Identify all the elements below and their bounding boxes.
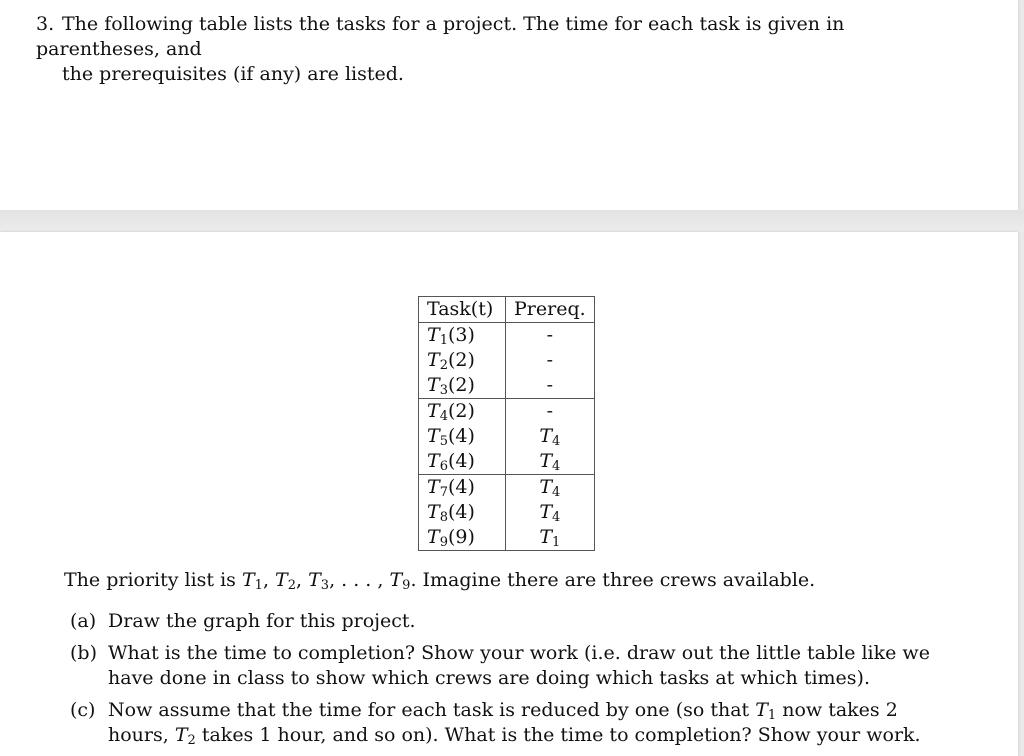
prereq-subscript: 4 — [552, 459, 561, 474]
table-row — [419, 475, 595, 501]
page-bottom — [0, 232, 1018, 756]
prereq-value: - — [546, 349, 554, 371]
task-letter: T — [427, 526, 440, 548]
task-letter: T — [427, 476, 440, 498]
prereq-cell — [506, 373, 595, 399]
task-time: (2) — [447, 349, 475, 371]
header-prereq: Prereq. — [506, 297, 595, 323]
task-cell — [419, 373, 506, 399]
prereq-value: T — [539, 425, 553, 447]
prereq-value: - — [546, 374, 554, 396]
table-row — [419, 323, 595, 349]
priority-t3: T — [308, 569, 321, 591]
task-subscript: 9 — [439, 535, 448, 550]
task-subscript: 1 — [439, 333, 448, 348]
task-subscript: 5 — [439, 434, 448, 449]
prereq-cell — [506, 475, 595, 501]
task-time: (4) — [447, 476, 475, 498]
priority-t2: T — [275, 569, 288, 591]
priority-t9-sub: 9 — [402, 578, 411, 593]
part-b-label: (b) — [70, 642, 97, 664]
header-task: Task(t) — [419, 297, 506, 323]
prereq-value: - — [546, 400, 554, 422]
task-subscript: 4 — [439, 409, 448, 424]
prereq-subscript: 4 — [552, 434, 561, 449]
priority-t3-sub: 3 — [320, 578, 330, 593]
prereq-value: T — [539, 476, 553, 498]
task-cell — [419, 525, 506, 551]
task-letter: T — [427, 450, 440, 472]
table-row — [419, 500, 595, 525]
prereq-cell — [506, 449, 595, 475]
task-letter: T — [427, 400, 440, 422]
part-c-text — [108, 698, 950, 748]
page-gap — [0, 210, 1024, 232]
task-letter: T — [427, 324, 440, 346]
task-subscript: 6 — [439, 459, 448, 474]
task-time: (2) — [447, 374, 475, 396]
task-cell — [419, 424, 506, 449]
part-c-t1-sub: 1 — [767, 708, 777, 723]
prereq-cell — [506, 399, 595, 425]
problem-line-2: the prerequisites (if any) are listed. — [62, 63, 404, 85]
part-a-label: (a) — [70, 610, 97, 632]
task-cell — [419, 348, 506, 373]
table-row — [419, 449, 595, 475]
task-time: (4) — [447, 450, 475, 472]
task-letter: T — [427, 425, 440, 447]
task-subscript: 7 — [439, 485, 448, 500]
priority-t1: T — [241, 569, 255, 591]
task-time: (2) — [447, 400, 475, 422]
part-b — [70, 641, 950, 691]
task-subscript: 8 — [439, 510, 448, 525]
prereq-cell — [506, 424, 595, 449]
task-subscript: 3 — [439, 383, 448, 398]
part-c-post: takes 1 hour, and so on). What is the time to completion? Show your work. — [195, 724, 921, 746]
problem-statement — [36, 12, 956, 87]
priority-prefix: The priority list is — [64, 569, 242, 591]
task-letter: T — [427, 501, 440, 523]
prereq-cell — [506, 323, 595, 349]
prereq-value: - — [546, 324, 554, 346]
prereq-subscript: 4 — [552, 485, 561, 500]
part-a-text: Draw the graph for this project. — [108, 610, 416, 632]
page-top — [0, 0, 1018, 210]
part-c-t2-sub: 2 — [187, 733, 196, 748]
task-subscript: 2 — [439, 358, 448, 373]
priority-ellipsis: , . . . , — [329, 569, 390, 591]
prereq-value: T — [539, 450, 553, 472]
task-cell — [419, 449, 506, 475]
question-parts — [70, 609, 950, 755]
part-c-t1: T — [755, 699, 768, 721]
part-c-t2: T — [174, 724, 188, 746]
prereq-cell — [506, 525, 595, 551]
part-c-mid: now takes 2 hours, — [108, 699, 898, 746]
part-a — [70, 609, 950, 634]
task-cell — [419, 475, 506, 501]
task-time: (9) — [447, 526, 475, 548]
prereq-cell — [506, 500, 595, 525]
table-row — [419, 424, 595, 449]
priority-suffix: . Imagine there are three crews available. — [410, 569, 816, 591]
part-c — [70, 698, 950, 748]
prereq-subscript: 1 — [552, 535, 561, 550]
prereq-value: T — [539, 501, 553, 523]
table-row — [419, 525, 595, 551]
task-cell — [419, 399, 506, 425]
task-letter: T — [427, 374, 440, 396]
part-c-pre: Now assume that the time for each task is reduced by one (so that — [108, 699, 756, 721]
problem-line-1: The following table lists the tasks for a project. The time for each task is given in parentheses, and — [36, 13, 845, 60]
table-row — [419, 348, 595, 373]
part-b-text: What is the time to completion? Show your work (i.e. draw out the little table like we have done in class to show which crews are doing which tasks at which times). — [108, 642, 930, 689]
task-letter: T — [427, 349, 440, 371]
task-cell — [419, 323, 506, 349]
priority-t2-sub: 2 — [287, 578, 296, 593]
problem-number: 3. — [36, 13, 55, 35]
prereq-cell — [506, 348, 595, 373]
part-c-label: (c) — [70, 699, 96, 721]
priority-t9: T — [389, 569, 403, 591]
task-time: (3) — [447, 324, 475, 346]
prereq-value: T — [539, 526, 553, 548]
table-row — [419, 373, 595, 399]
task-cell — [419, 500, 506, 525]
priority-t1-sub: 1 — [254, 578, 263, 593]
task-time: (4) — [447, 425, 475, 447]
table-row — [419, 399, 595, 425]
task-table — [418, 296, 595, 551]
priority-list-text: The priority list is $T_1$, $T_2$, $T_3$, . . . , $T_9$. Imagine there are three crews available. — [64, 569, 816, 593]
prereq-subscript: 4 — [552, 510, 561, 525]
task-time: (4) — [447, 501, 475, 523]
